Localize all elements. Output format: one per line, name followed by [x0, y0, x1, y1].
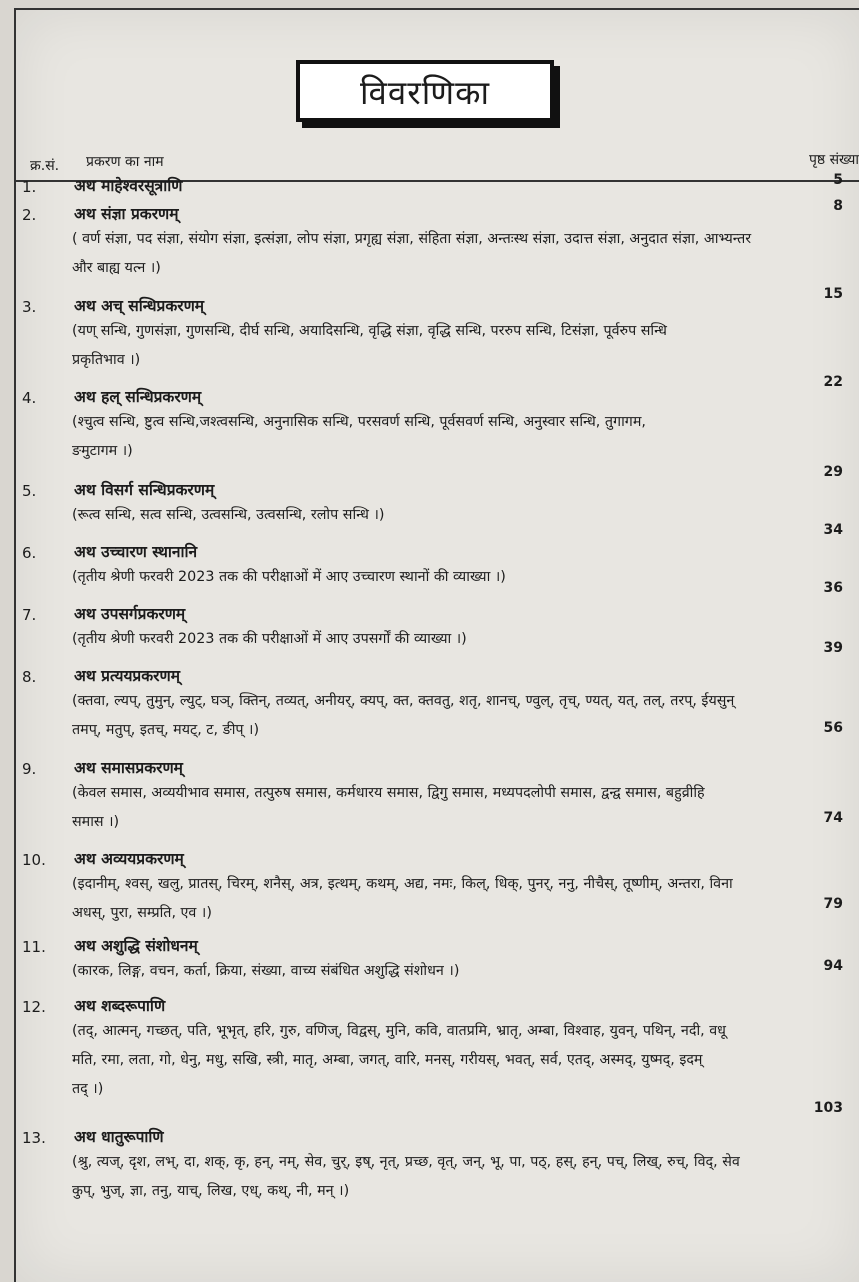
description-line: (श्रु, त्यज्, दृश, लभ्, दा, शक्, कृ, हन्, नम्, सेव, चुर्, इष्, नृत्, प्रच्छ, वृत्, जन्, भू, पा, पठ्, हस्, हन्, पच्, लिख्, रुच्, विद्, सेव	[72, 1154, 740, 1170]
entry-page-number: 56	[823, 720, 843, 736]
entry-description	[72, 687, 859, 745]
entry-page-number: 36	[823, 580, 843, 596]
entry-title: अथ अशुद्धि संशोधनम्	[74, 937, 198, 955]
description-line: तद् ।)	[72, 1081, 104, 1097]
entry-page-number: 8	[833, 198, 843, 214]
description-line: (तद्, आत्मन्, गच्छत्, पति, भूभृत्, हरि, गुरु, वणिज्, विद्वस्, मुनि, कवि, वातप्रमि, भ्रातृ, अम्बा, विश्वाह, युवन्, पथिन्, नदी, वधू	[72, 1023, 726, 1039]
entry-title: अथ उपसर्गप्रकरणम्	[74, 605, 186, 623]
entry-title: अथ विसर्ग सन्धिप्रकरणम्	[74, 481, 215, 499]
document-page	[14, 8, 859, 1282]
entry-serial: 13.	[22, 1129, 46, 1147]
entry-serial: 2.	[22, 206, 37, 224]
entry-title: अथ हल् सन्धिप्रकरणम्	[74, 388, 202, 406]
entry-description	[72, 563, 859, 592]
entry-serial: 4.	[22, 389, 37, 407]
description-line: (तृतीय श्रेणी फरवरी 2023 तक की परीक्षाओं में आए उच्चारण स्थानों की व्याख्या ।)	[72, 569, 506, 585]
entry-page-number: 39	[823, 640, 843, 656]
page-title: विवरणिका	[296, 60, 554, 122]
entry-page-number: 22	[823, 374, 843, 390]
description-line: कुप्, भुज्, ज्ञा, तनु, याच्, लिख, एध्, कथ्, नी, मन् ।)	[72, 1183, 350, 1199]
description-line: (केवल समास, अव्ययीभाव समास, तत्पुरुष समास, कर्मधारय समास, द्विगु समास, मध्यपदलोपी समास, द्वन्द्व समास, बहुव्रीहि	[72, 785, 705, 801]
entry-serial: 5.	[22, 482, 37, 500]
entry-title: अथ उच्चारण स्थानानि	[74, 543, 198, 561]
description-line: और बाह्य यत्न ।)	[72, 260, 161, 276]
entry-description	[72, 1148, 859, 1206]
entry-title: अथ प्रत्ययप्रकरणम्	[74, 667, 180, 685]
entry-title: अथ संज्ञा प्रकरणम्	[74, 205, 179, 223]
entry-page-number: 15	[823, 286, 843, 302]
entry-serial: 9.	[22, 760, 37, 778]
header-page-number: पृष्ठ संख्या	[808, 152, 859, 168]
description-line: (रूत्व सन्धि, सत्व सन्धि, उत्वसन्धि, उत्वसन्धि, रलोप सन्धि ।)	[72, 507, 385, 523]
entry-description	[72, 408, 859, 466]
description-line: (श्चुत्व सन्धि, ष्टुत्व सन्धि,जश्त्वसन्धि, अनुनासिक सन्धि, परसवर्ण सन्धि, पूर्वसवर्ण सन्धि, अनुस्वार सन्धि, तुगागम,	[72, 414, 646, 430]
description-line: प्रकृतिभाव ।)	[72, 352, 141, 368]
entry-description	[72, 625, 859, 654]
description-line: (यण् सन्धि, गुणसंज्ञा, गुणसन्धि, दीर्घ सन्धि, अयादिसन्धि, वृद्धि संज्ञा, वृद्धि सन्धि, पररुप सन्धि, टिसंज्ञा, पूर्वरुप सन्धि	[72, 323, 667, 339]
entry-title: अथ अच् सन्धिप्रकरणम्	[74, 297, 205, 315]
description-line: (तृतीय श्रेणी फरवरी 2023 तक की परीक्षाओं में आए उपसर्गों की व्याख्या ।)	[72, 631, 467, 647]
entry-title: अथ माहेश्वरसूत्राणि	[74, 177, 183, 195]
entry-description	[72, 1017, 859, 1104]
description-line: (इदानीम्, श्वस्, खलु, प्रातस्, चिरम्, शनैस्, अत्र, इत्थम्, कथम्, अद्य, नमः, किल्, धिक्, पुनर्, ननु, नीचैस्, तूष्णीम्, अन्तरा, विना	[72, 876, 733, 892]
entry-serial: 12.	[22, 998, 46, 1016]
entry-description	[72, 870, 859, 928]
entry-serial: 1.	[22, 178, 37, 196]
entry-page-number: 103	[813, 1100, 843, 1116]
entry-page-number: 94	[823, 958, 843, 974]
description-line: तमप्, मतुप्, इतच्, मयट्, ट, ङीप् ।)	[72, 722, 260, 738]
description-line: ( वर्ण संज्ञा, पद संज्ञा, संयोग संज्ञा, इत्संज्ञा, लोप संज्ञा, प्रगृह्य संज्ञा, संहिता संज्ञा, अन्तःस्थ संज्ञा, उदात्त संज्ञा, अनुदात संज्ञा, आभ्यन्तर	[72, 231, 752, 247]
entry-serial: 7.	[22, 606, 37, 624]
header-serial: क्र.सं.	[30, 158, 60, 174]
description-line: ङमुटागम ।)	[72, 443, 133, 459]
description-line: (क्तवा, ल्यप्, तुमुन्, ल्युट्, घञ्, क्तिन्, तव्यत्, अनीयर्, क्यप्, क्त, क्तवतु, शतृ, शानच्, ण्वुल्, तृच्, ण्यत्, यत्, तल्, तरप्, ईयसुन्	[72, 693, 735, 709]
entry-page-number: 74	[823, 810, 843, 826]
description-line: मति, रमा, लता, गो, धेनु, मधु, सखि, स्त्री, मातृ, अम्बा, जगत्, वारि, मनस्, गरीयस्, भवत्, सर्व, एतद्, अस्मद्, युष्मद्, इदम्	[72, 1052, 703, 1068]
header-chapter-name: प्रकरण का नाम	[86, 154, 164, 170]
entry-description	[72, 317, 859, 375]
entry-serial: 11.	[22, 938, 46, 956]
description-line: समास ।)	[72, 814, 120, 830]
entry-description	[72, 957, 859, 986]
entry-title: अथ शब्दरूपाणि	[74, 997, 166, 1015]
description-line: (कारक, लिङ्ग, वचन, कर्ता, क्रिया, संख्या, वाच्य संबंधित अशुद्धि संशोधन ।)	[72, 963, 460, 979]
entry-description	[72, 225, 859, 283]
entry-title: अथ समासप्रकरणम्	[74, 759, 183, 777]
description-line: अधस्, पुरा, सम्प्रति, एव ।)	[72, 905, 212, 921]
entry-description	[72, 779, 859, 837]
entry-description	[72, 501, 859, 530]
entry-title: अथ धातुरूपाणि	[74, 1128, 164, 1146]
entry-title: अथ अव्ययप्रकरणम्	[74, 850, 184, 868]
entry-page-number: 29	[823, 464, 843, 480]
entry-serial: 3.	[22, 298, 37, 316]
entry-page-number: 5	[833, 172, 843, 188]
entry-serial: 10.	[22, 851, 46, 869]
entry-serial: 8.	[22, 668, 37, 686]
entry-page-number: 79	[823, 896, 843, 912]
entry-serial: 6.	[22, 544, 37, 562]
entry-page-number: 34	[823, 522, 843, 538]
